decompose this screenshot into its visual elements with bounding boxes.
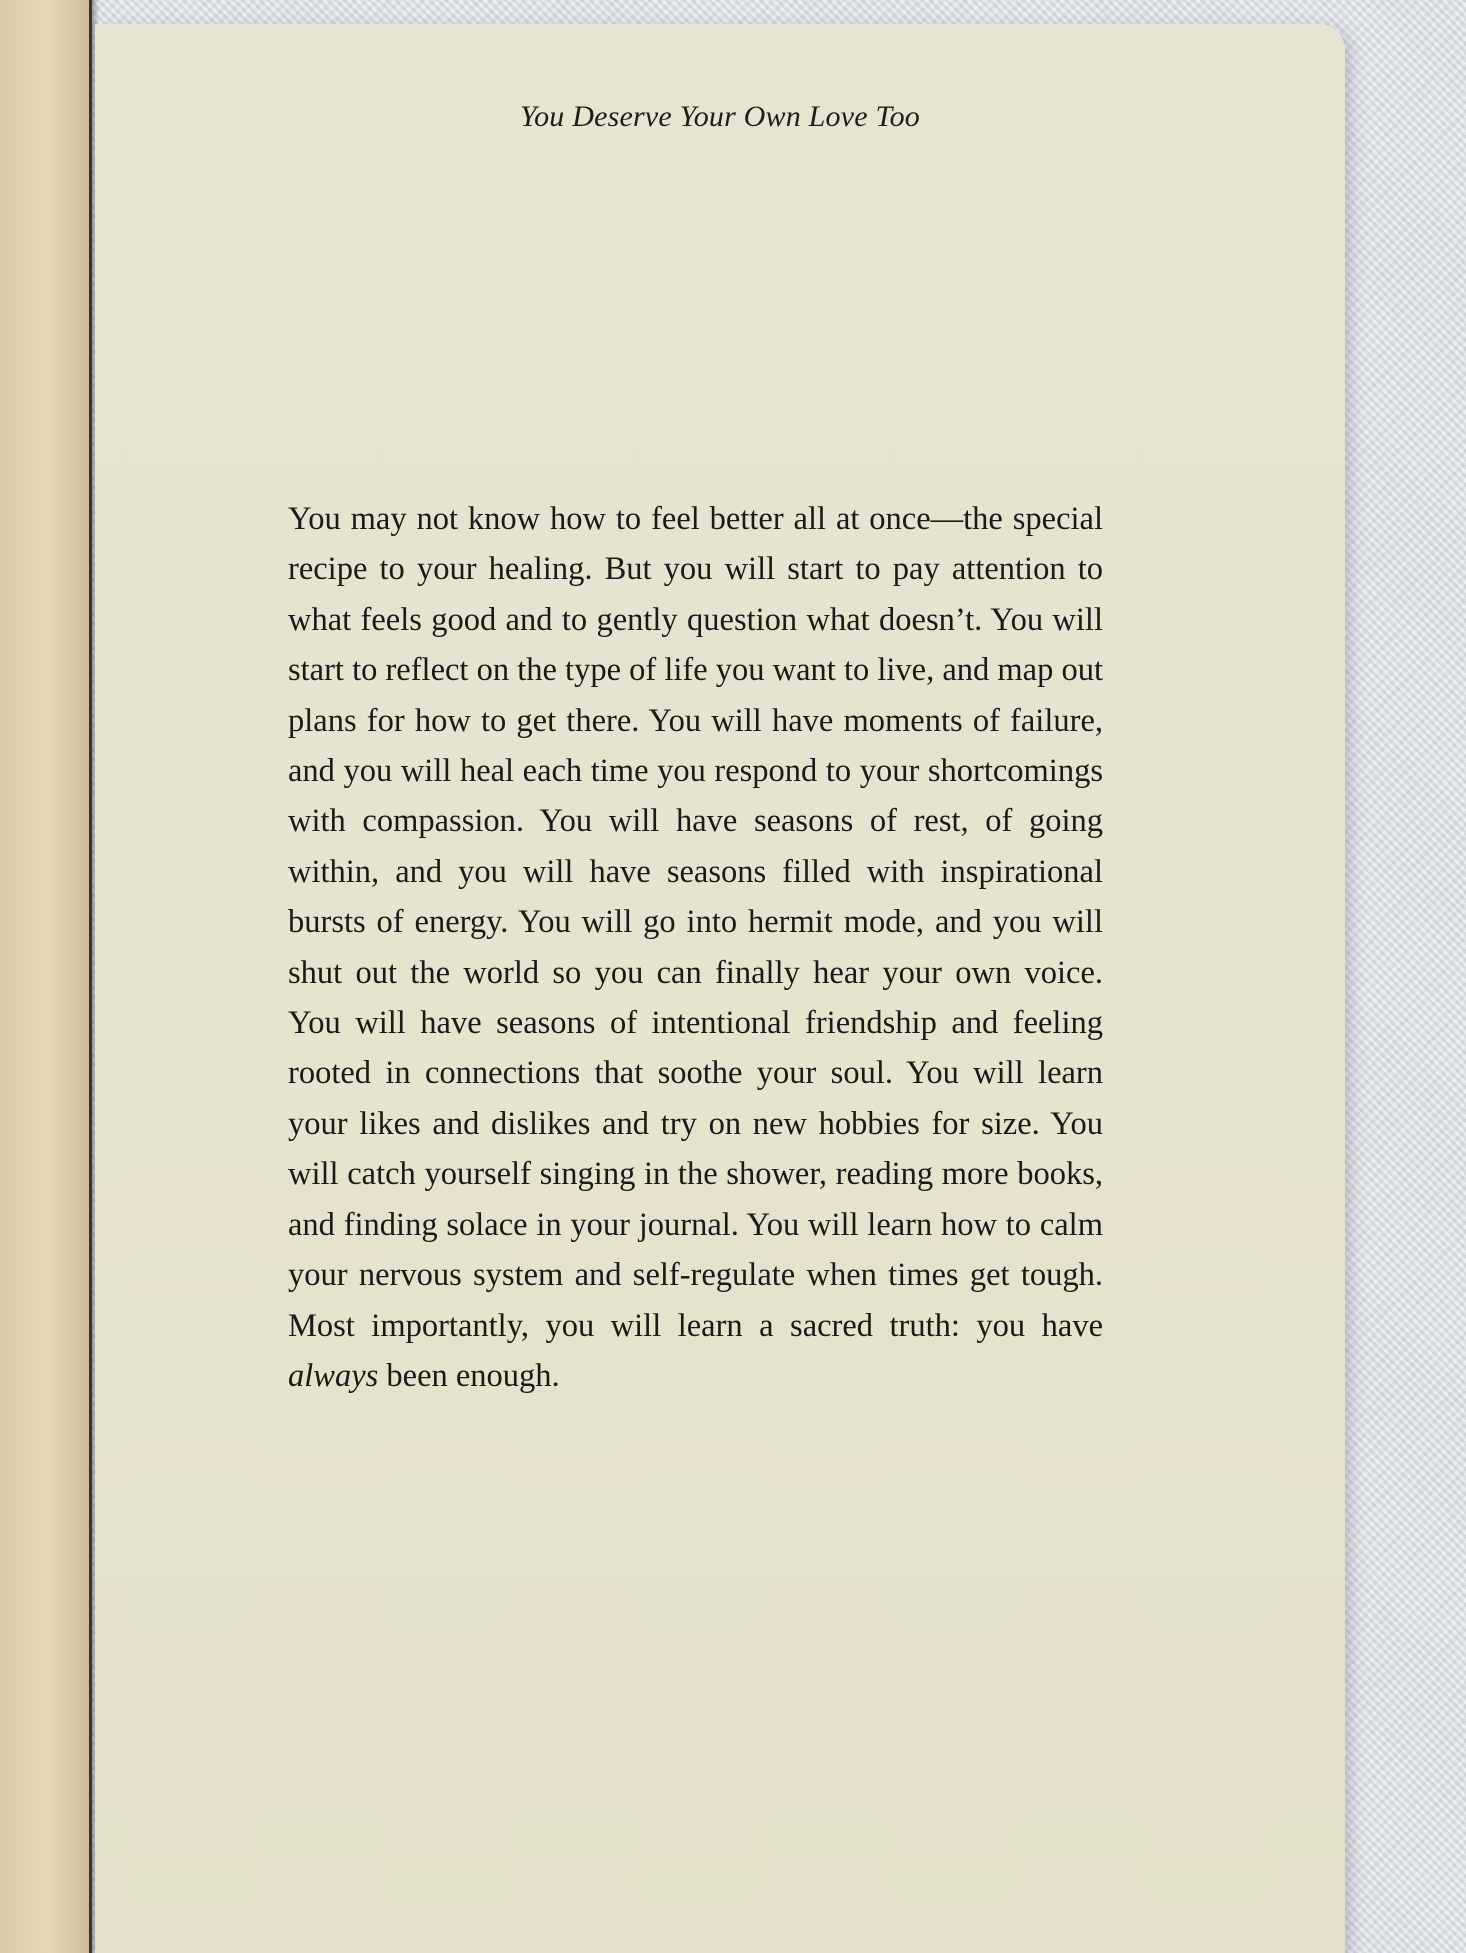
- body-paragraph: [288, 494, 1103, 1401]
- body-text-main: You may not know how to feel better all at once—the special recipe to your healing. But you will start to pay attention to what feels good and to gently question what doesn’t. You will start to reflect on the type of life you want to live, and map out plans for how to get there. You will have moments of failure, and you will heal each time you respond to your shortcomings with compassion. You will have seasons of rest, of going within, and you will have seasons filled with inspirational bursts of energy. You will go into hermit mode, and you will shut out the world so you can finally hear your own voice. You will have seasons of intentional friendship and feeling rooted in connections that soothe your soul. You will learn your likes and dislikes and try on new hobbies for size. You will catch yourself singing in the shower, reading more books, and finding solace in your journal. You will learn how to calm your nervous system and self-regulate when times get tough. Most importantly, you will learn a sacred truth: you have: [288, 501, 1103, 1344]
- body-text-end: been enough.: [378, 1357, 560, 1394]
- left-page-edge: [0, 0, 92, 1953]
- book-page: [95, 24, 1345, 1953]
- body-text-emphasis: always: [288, 1357, 379, 1394]
- running-head: You Deserve Your Own Love Too: [519, 100, 921, 133]
